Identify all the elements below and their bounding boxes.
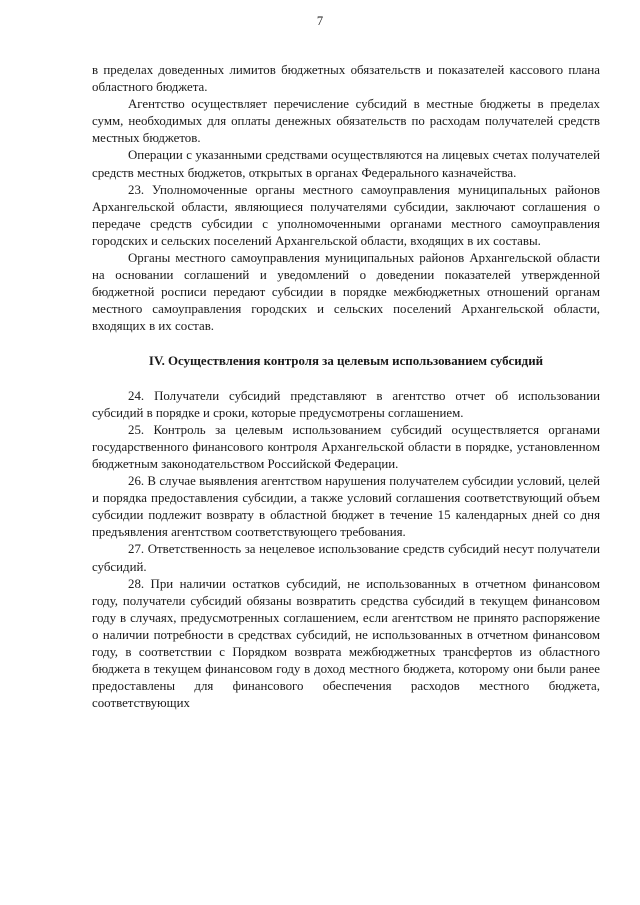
paragraph-transfer: Агентство осуществляет перечисление субсидий в местные бюджеты в пределах сумм, необходимых для оплаты денежных обязательств по расходам получателей средств местных бюджетов.: [92, 97, 600, 146]
paragraph-municipal-bodies: Органы местного самоуправления муниципальных районов Архангельской области на основании соглашений и уведомлений о доведении показателей утвержденной бюджетной росписи передают субсидии в порядке межбюджетных отношений органам местного самоуправления городских и сельских поселений Архангельской области, входящих в их состав.: [92, 251, 600, 334]
paragraph-operations: Операции с указанными средствами осуществляются на лицевых счетах получателей средств местных бюджетов, открытых в органах Федерального казначейства.: [92, 148, 600, 180]
page-number: 7: [316, 14, 324, 28]
paragraph-28: 28. При наличии остатков субсидий, не использованных в отчетном финансовом году, получатели субсидий обязаны возвратить средства субсидий в текущем финансовом году в случаях, предусмотренных соглашением, если агентством не принято распоряжение о наличии потребности в средствах субсидий, не использованных в отчетном финансовом году, в соответствии с Порядком возврата межбюджетных трансфертов из областного бюджета в текущем финансовом году в доход местного бюджета, которому они были ранее предоставлены для финансового обеспечения расходов местного бюджета, соответствующих: [92, 576, 600, 711]
paragraph-23: 23. Уполномоченные органы местного самоуправления муниципальных районов Архангельской области, являющиеся получателями субсидии, заключают соглашения о передаче средств субсидии с уполномоченными органами местного самоуправления городских и сельских поселений Архангельской области, входящих в их составы.: [92, 182, 600, 248]
section-heading: IV. Осуществления контроля за целевым использованием субсидий: [148, 353, 544, 368]
paragraph-24: 24. Получатели субсидий представляют в агентство отчет об использовании субсидий в порядке и сроки, которые предусмотрены соглашением.: [92, 388, 600, 420]
paragraph-27: 27. Ответственность за нецелевое использование средств субсидий несут получатели субсидий.: [92, 542, 600, 574]
paragraph-26: 26. В случае выявления агентством нарушения получателем субсидии условий, целей и порядка предоставления субсидии, а также условий соглашения соответствующий объем субсидии подлежит возврату в областной бюджет в течение 15 календарных дней со дня предъявления агентством соответствующего требования.: [92, 474, 600, 540]
document-body: [92, 62, 600, 712]
paragraph-25: 25. Контроль за целевым использованием субсидий осуществляется органами государственного финансового контроля Архангельской области в порядке, установленном бюджетным законодательством Российской Федерации.: [92, 422, 600, 471]
paragraph-continuation: в пределах доведенных лимитов бюджетных обязательств и показателей кассового плана областного бюджета.: [92, 63, 600, 95]
